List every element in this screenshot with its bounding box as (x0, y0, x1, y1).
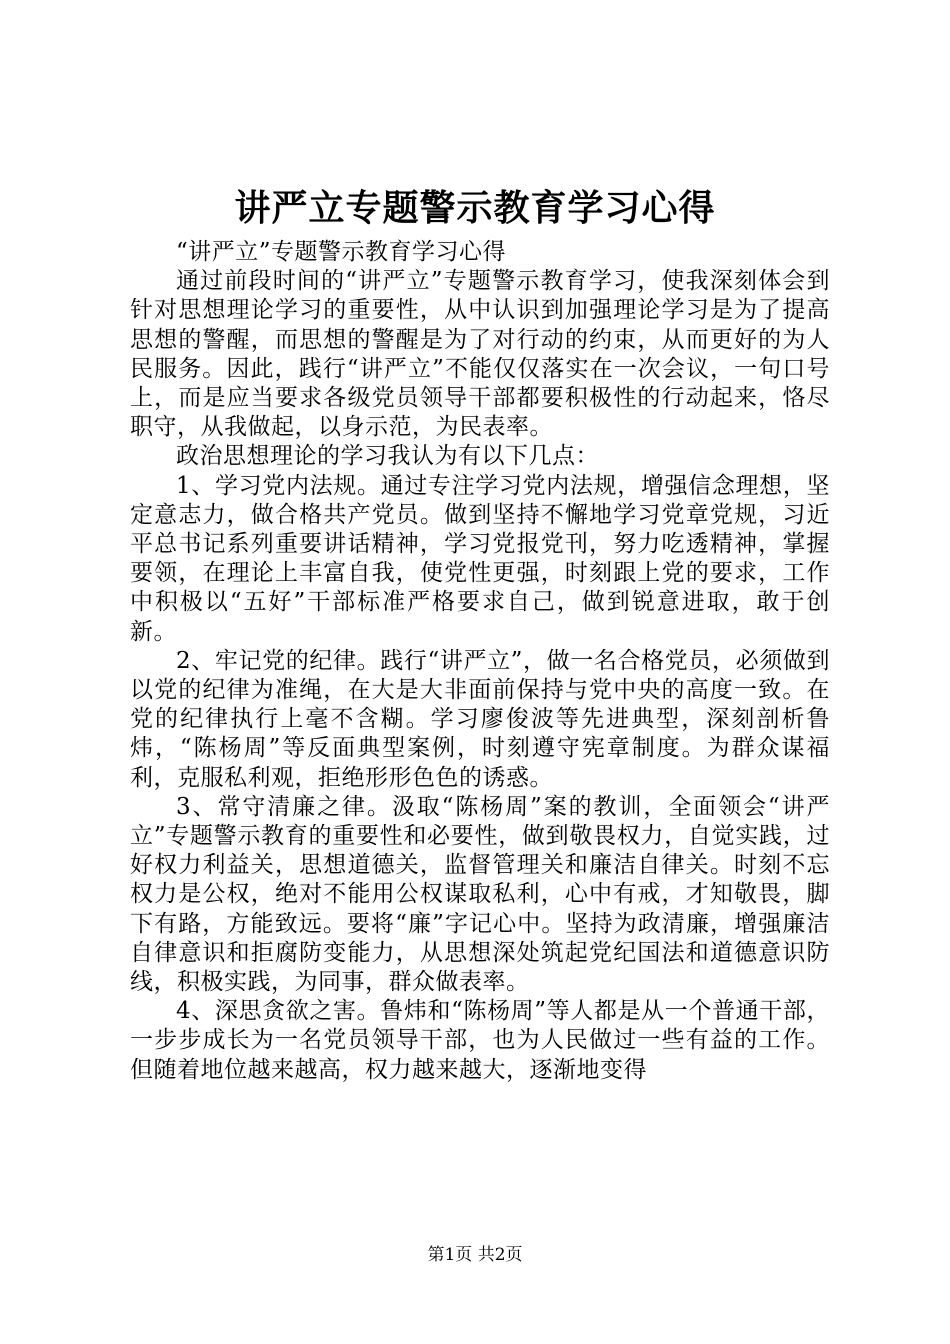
paragraph-intro: 通过前段时间的“讲严立”专题警示教育学习，使我深刻体会到针对思想理论学习的重要性，从中认识到加强理论学习是为了提高思想的警醒，而思想的警醒是为了对行动的约束，从而更好的为人民服务。因此，践行“讲严立”不能仅仅落实在一次会议，一句口号上，而是应当要求各级党员领导干部都要积极性的行动起来，恪尽职守，从我做起，以身示范，为民表率。 (130, 268, 830, 441)
paragraph-point-3: 3、常守清廉之律。汲取“陈杨周”案的教训，全面领会“讲严立”专题警示教育的重要性和必要性，做到敬畏权力，自觉实践，过好权力利益关，思想道德关，监督管理关和廉洁自律关。时刻不忘权力是公权，绝对不能用公权谋取私利，心中有戒，才知敬畏，脚下有路，方能致远。要将“廉”字记心中。坚持为政清廉，增强廉洁自律意识和拒腐防变能力，从思想深处筑起党纪国法和道德意识防线，积极实践，为同事，群众做表率。 (130, 793, 830, 996)
paragraph-point-4: 4、深思贪欲之害。鲁炜和“陈杨周”等人都是从一个普通干部，一步步成长为一名党员领导干部，也为人民做过一些有益的工作。但随着地位越来越高，权力越来越大，逐渐地变得 (130, 998, 830, 1083)
document-subtitle: “讲严立”专题警示教育学习心得 (176, 239, 507, 265)
paragraph-points-heading: 政治思想理论的学习我认为有以下几点： (176, 443, 599, 470)
paragraph-point-2: 2、牢记党的纪律。践行“讲严立”，做一名合格党员，必须做到以党的纪律为准绳，在大是大非面前保持与党中央的高度一致。在党的纪律执行上毫不含糊。学习廖俊波等先进典型，深刻剖析鲁炜，“陈杨周”等反面典型案例，时刻遵守宪章制度。为群众谋福利，克服私利观，拒绝形形色色的诱惑。 (130, 647, 830, 791)
document-title: 讲严立专题警示教育学习心得 (234, 187, 716, 229)
document-body (130, 238, 830, 1085)
page-number-footer: 第1页 共2页 (427, 1245, 523, 1265)
paragraph-point-1: 1、学习党内法规。通过专注学习党内法规，增强信念理想，坚定意志力，做合格共产党员。做到坚持不懈地学习党章党规，习近平总书记系列重要讲话精神，学习党报党刊，努力吃透精神，掌握要领，在理论上丰富自我，使党性更强，时刻跟上党的要求，工作中积极以“五好”干部标准严格要求自己，做到锐意进取，敢于创新。 (130, 472, 830, 645)
